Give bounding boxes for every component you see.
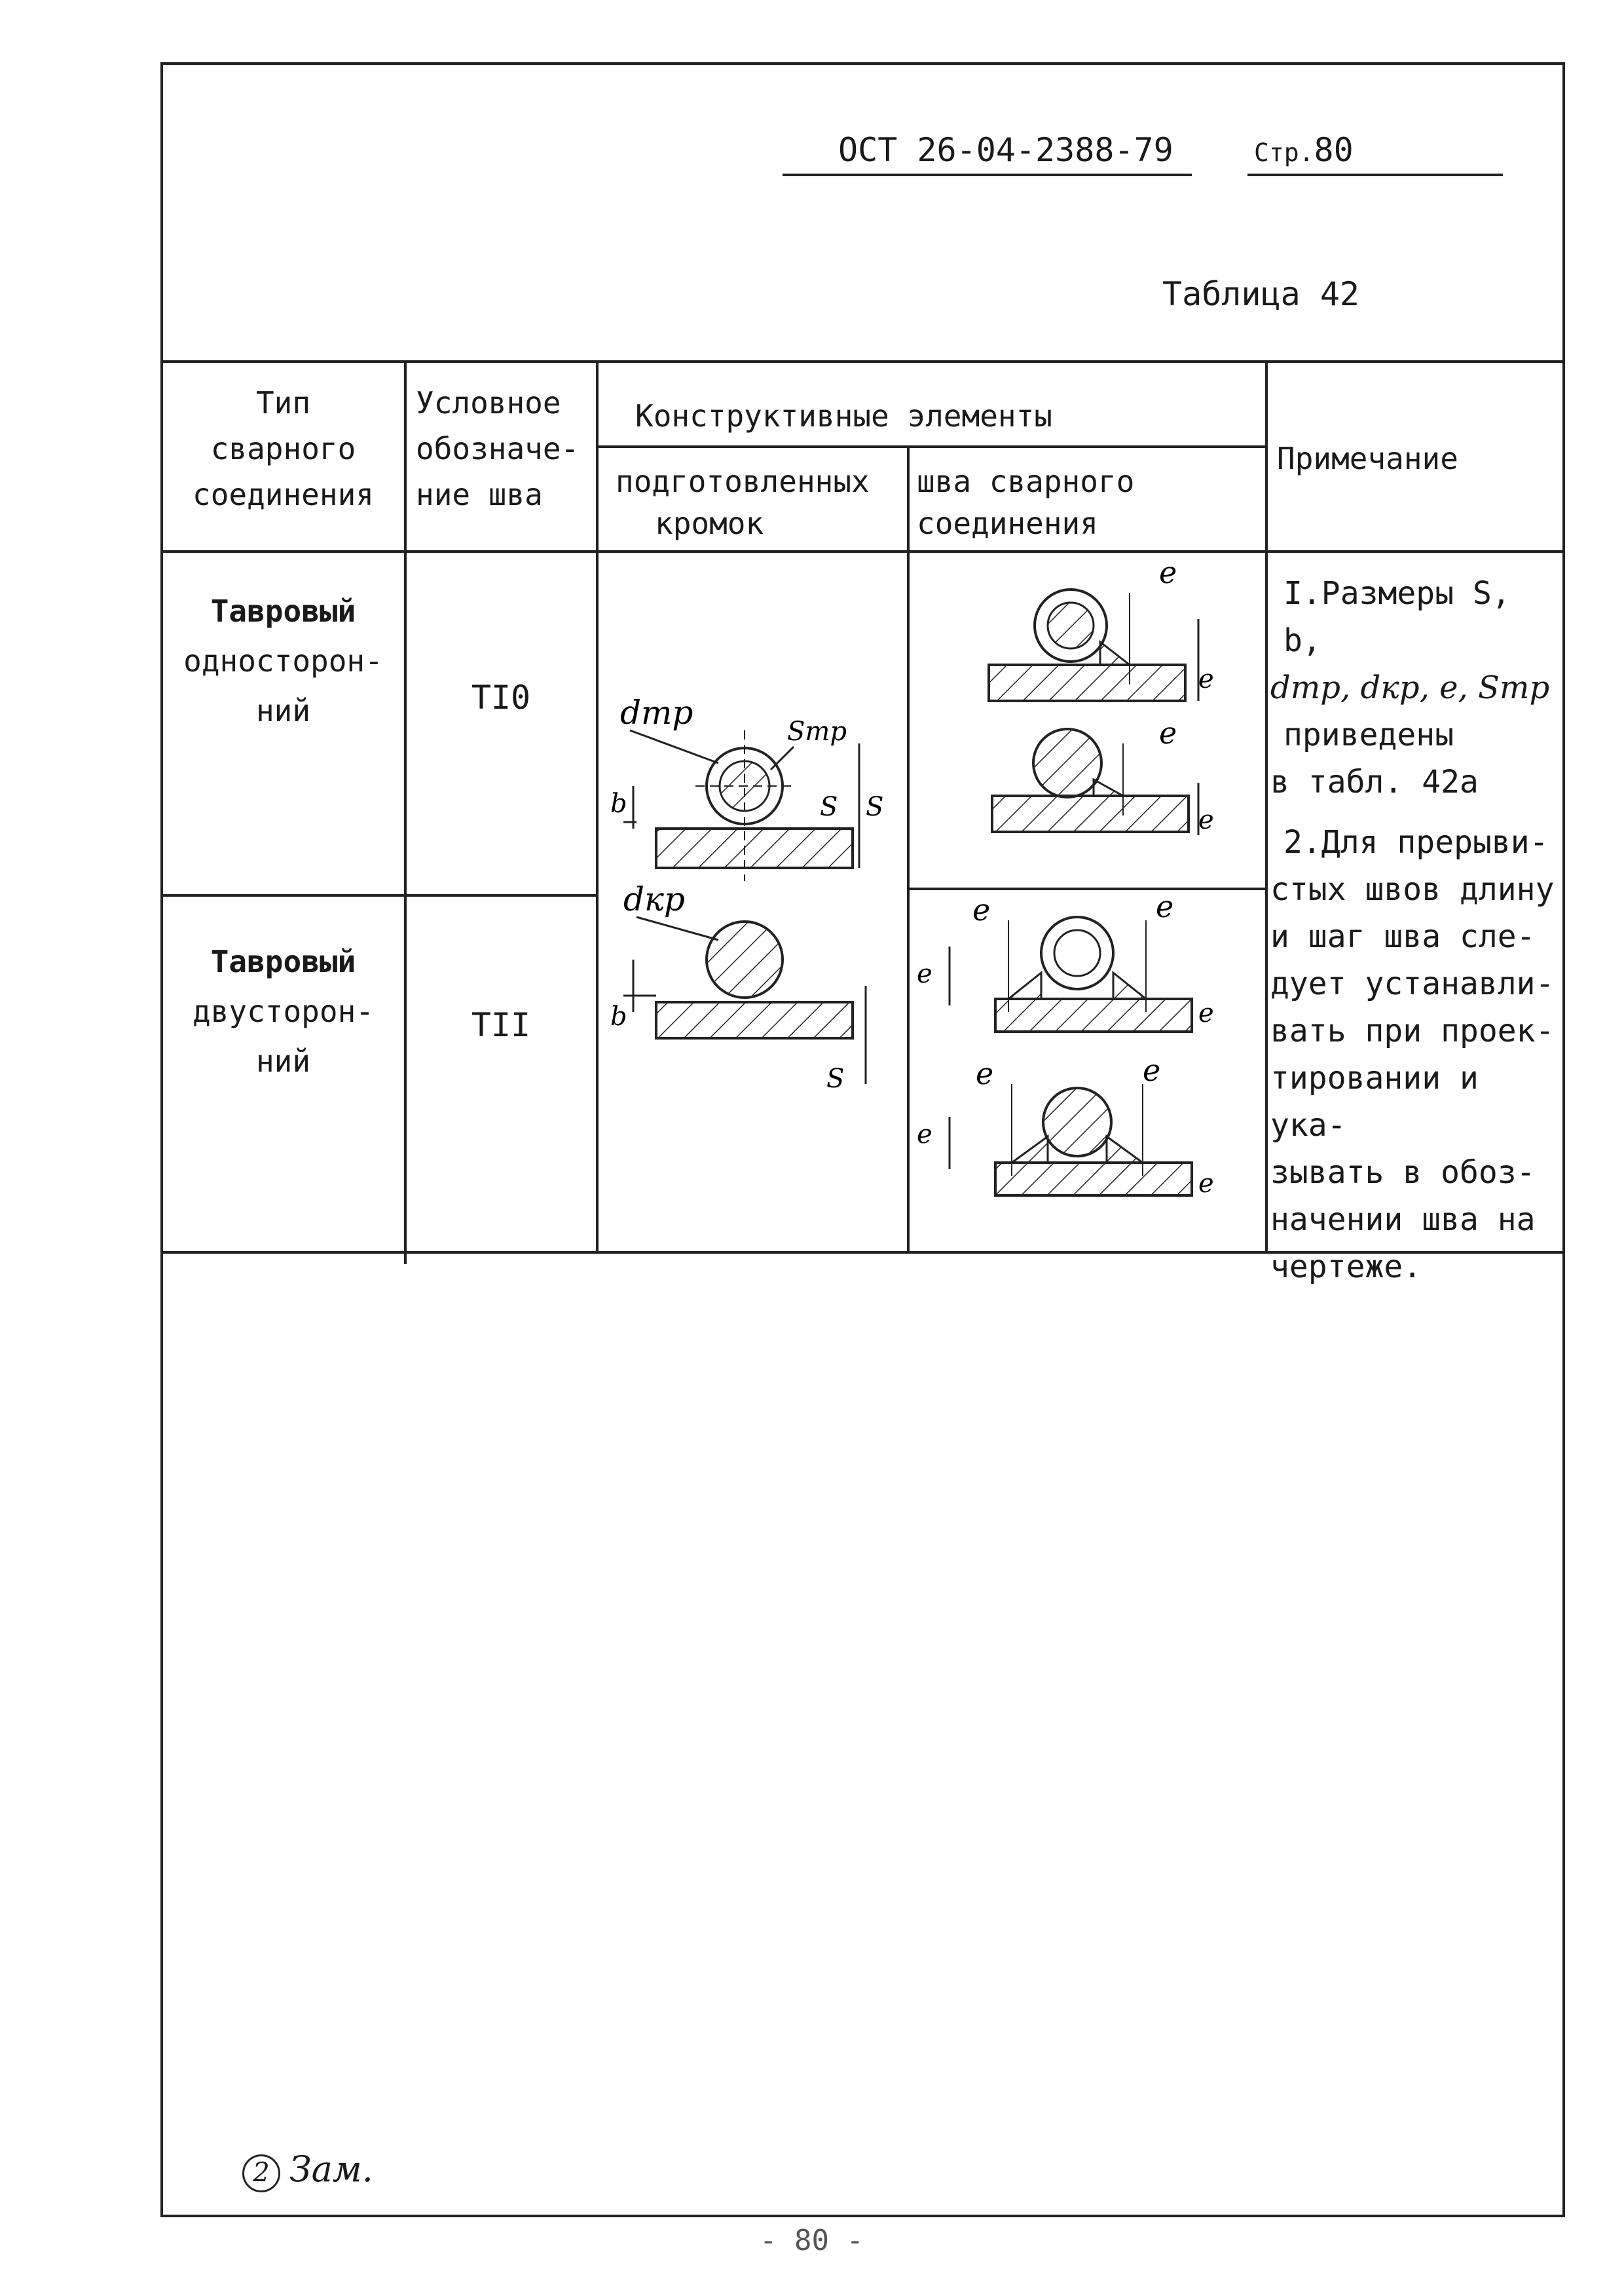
page-number: 80 [1314, 131, 1354, 169]
row-2-type-line-1: Тавровый [210, 944, 356, 979]
label-b-1: b [610, 789, 627, 819]
page-label-text: Стр. [1254, 138, 1314, 167]
header-symbol-line-2: обозначе- [416, 431, 580, 466]
label-s-tube: Sтр [787, 717, 847, 747]
label-e-3d: e [1198, 998, 1214, 1028]
note-line-6: стых швов длину [1270, 871, 1555, 908]
label-e-3c: e [917, 959, 932, 989]
label-e-4a: e [976, 1056, 994, 1091]
note-line-4: в табл. 42а [1270, 764, 1479, 800]
header-elements: Конструктивные элементы [635, 398, 1052, 434]
note-line-1: I.Размеры S, b, [1283, 575, 1511, 659]
label-e-1b: e [1198, 664, 1214, 694]
row-1-type-line-1: Тавровый [210, 593, 356, 629]
label-s-1b: S [866, 792, 884, 822]
label-d-bar: dкр [623, 880, 685, 918]
col-line-4 [1265, 360, 1268, 1251]
header-sub-line [596, 445, 1267, 448]
revision-stamp [242, 2148, 373, 2192]
table-top-line [160, 360, 1565, 363]
header-type-line-3: соединения [193, 477, 374, 512]
note-line-7: и шаг шва сле- [1270, 918, 1536, 955]
document-code-underline [783, 174, 1192, 176]
label-e-3b: e [1156, 889, 1174, 924]
label-e-1a: e [1159, 555, 1177, 590]
row-1-type-line-2: односторон- [183, 643, 383, 679]
note-line-10: тировании и ука- [1270, 1060, 1479, 1144]
header-symbol-line-1: Условное [416, 385, 561, 421]
header-type-line-2: сварного [210, 431, 356, 466]
row-1-type-line-3: ний [255, 693, 311, 728]
header-symbol-line-3: ние шва [416, 477, 543, 512]
note-line-5: 2.Для прерыви- [1283, 824, 1549, 861]
header-weld-line-1: шва сварного [917, 464, 1135, 499]
weld-joints-drawing [910, 553, 1264, 1248]
label-e-2b: e [1198, 805, 1214, 835]
note-line-2: dтр, dкр, e, Sтр [1270, 669, 1550, 706]
revision-number: 2 [242, 2154, 280, 2192]
col-line-3 [907, 445, 910, 1251]
label-e-3a: e [972, 892, 991, 928]
row-2-symbol: ТII [471, 1006, 531, 1044]
label-s-2: S [826, 1064, 845, 1094]
revision-text: Зам. [289, 2148, 373, 2190]
page-footer-number: - 80 - [760, 2224, 864, 2257]
label-s-1a: S [820, 792, 838, 822]
header-weld-line-2: соединения [917, 506, 1098, 541]
document-code: ОСТ 26-04-2388-79 [838, 131, 1173, 169]
weld-tube-double [950, 917, 1192, 1032]
label-d-tube: dтр [620, 694, 693, 732]
note-line-13: чертеже. [1270, 1248, 1422, 1285]
label-e-4c: e [917, 1119, 932, 1150]
page-label [1254, 131, 1354, 169]
note-line-8: дует устанавли- [1270, 966, 1555, 1002]
weld-bar-double [950, 1084, 1192, 1195]
header-symbol [416, 380, 596, 517]
note-line-11: зывать в обоз- [1270, 1154, 1536, 1191]
row-2-type [164, 937, 403, 1086]
label-e-4d: e [1198, 1169, 1214, 1199]
prepared-edges-drawing [597, 553, 905, 1248]
row-2-type-line-3: ний [255, 1043, 311, 1079]
bar-section [623, 917, 866, 1084]
row-divider-left [160, 894, 596, 897]
weld-tube-single [989, 590, 1198, 701]
label-e-2a: e [1159, 715, 1177, 751]
note-line-9: вать при проек- [1270, 1013, 1555, 1049]
header-bottom-line [160, 550, 1565, 553]
header-prepared [616, 459, 904, 542]
header-type [164, 380, 403, 517]
notes [1270, 570, 1565, 1290]
header-note: Примечание [1277, 441, 1458, 476]
row-2-type-line-2: двусторон- [193, 994, 374, 1029]
label-e-4b: e [1143, 1053, 1161, 1088]
header-prepared-line-2: кромок [655, 506, 764, 541]
row-1-symbol: ТI0 [471, 679, 531, 717]
header-prepared-line-1: подготовленных [616, 464, 870, 499]
header-weld [917, 459, 1264, 542]
col-line-1 [404, 360, 407, 1264]
row-1-type [164, 586, 403, 736]
label-b-2: b [610, 1002, 627, 1032]
page-number-underline [1247, 174, 1503, 176]
note-line-3: приведены [1283, 717, 1454, 753]
note-line-12: начении шва на [1270, 1201, 1536, 1238]
table-caption: Таблица 42 [1162, 275, 1360, 313]
header-type-line-1: Тип [255, 385, 311, 421]
